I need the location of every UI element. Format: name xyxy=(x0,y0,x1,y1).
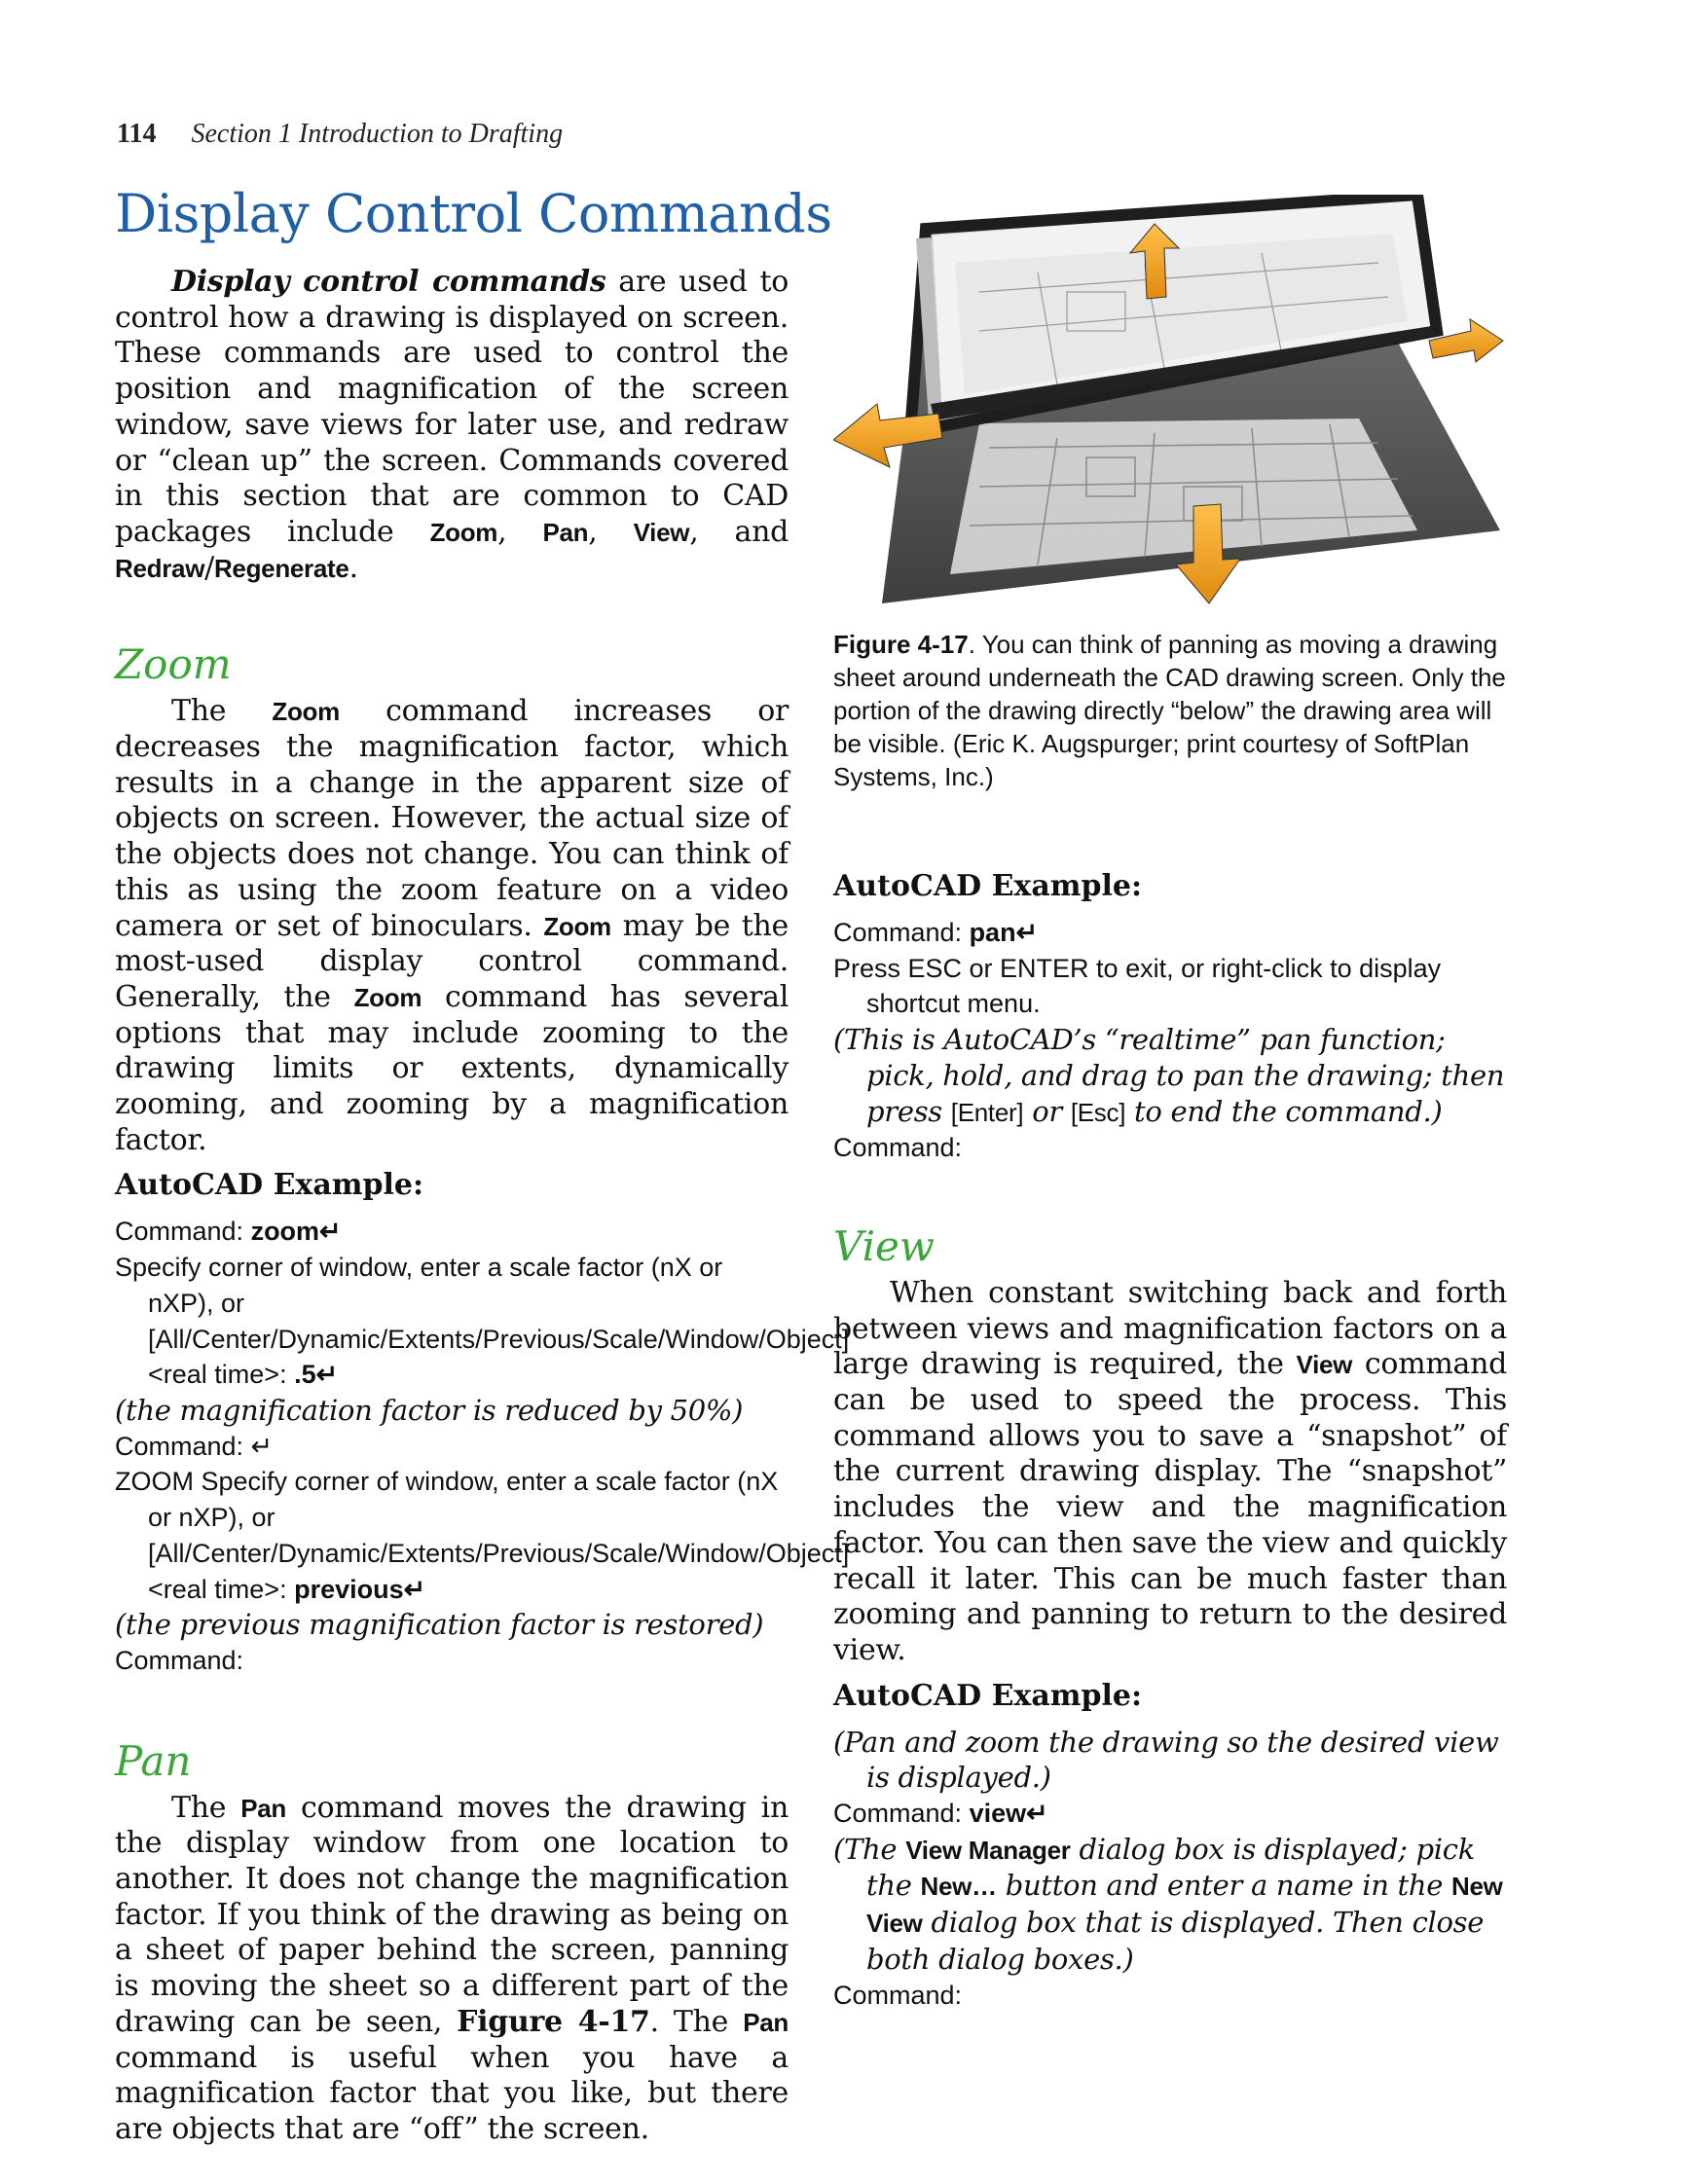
kw-zoom: Zoom xyxy=(353,982,422,1012)
note-text: to end the command.) xyxy=(1125,1094,1443,1128)
command-prompt: Command: xyxy=(833,918,970,947)
kw-new-view: New View xyxy=(866,1872,1503,1939)
view-text: When constant switching back and forth between views and magnification factors on a large drawing is required, the xyxy=(833,1275,1507,1382)
zoom-example xyxy=(115,1214,850,1678)
command-note xyxy=(833,1022,1507,1130)
key-esc: [Esc] xyxy=(1070,1097,1126,1127)
note-text: dialog box is displayed; pick the xyxy=(866,1832,1475,1903)
key-enter: [Enter] xyxy=(950,1097,1024,1127)
zoom-text: may be the most-used display control command. Generally, the xyxy=(115,908,789,1014)
figure-4-17-illustration xyxy=(833,195,1505,613)
view-example xyxy=(833,1725,1507,2014)
pan-text: The xyxy=(171,1790,241,1825)
right-column xyxy=(833,628,1507,2013)
command-note: (the previous magnification factor is restored) xyxy=(115,1608,764,1642)
command-input: .5↵ xyxy=(294,1360,339,1390)
command-line: Command: xyxy=(115,1645,244,1675)
figure-caption xyxy=(833,628,1507,793)
kw-zoom: Zoom xyxy=(272,697,340,727)
kw-pan: Pan xyxy=(743,2007,789,2037)
zoom-text: The xyxy=(171,694,273,729)
pan-paragraph xyxy=(115,1791,789,2148)
command-line: Command: xyxy=(833,1980,963,2010)
kw-pan: Pan xyxy=(542,517,589,547)
view-example-heading: AutoCAD Example: xyxy=(833,1678,1143,1713)
command-prompt: Command: xyxy=(833,1799,970,1829)
command-note: (the magnification factor is reduced by 50%) xyxy=(115,1393,744,1427)
pan-heading: Pan xyxy=(115,1736,192,1785)
page-title: Display Control Commands xyxy=(115,183,832,244)
command-prompt: Specify corner of window, enter a scale factor (nX or nXP), or [All/Center/Dynamic/Extents/Previous/Scale/Window/Object] <real time>: xyxy=(115,1253,850,1390)
command-line: Command: ↵ xyxy=(115,1431,274,1461)
intro-sep: , xyxy=(497,514,543,549)
note-text: (This is AutoCAD’s “realtime” pan function; pick, hold, and drag to pan the drawing; then press xyxy=(833,1023,1505,1128)
pan-text: command is useful when you have a magnification factor that you like, but there are objects that are “off” the screen. xyxy=(115,2040,789,2146)
command-prompt: Command: xyxy=(115,1217,251,1247)
kw-regenerate: Regenerate xyxy=(213,553,349,583)
panning-illustration xyxy=(833,195,1505,613)
command-line xyxy=(833,915,1507,951)
note-text: (The xyxy=(833,1832,906,1866)
view-paragraph xyxy=(833,1276,1507,1669)
command-note xyxy=(833,1832,1507,1978)
note-text: button and enter a name in the xyxy=(996,1869,1452,1903)
command-input: zoom↵ xyxy=(250,1217,342,1247)
intro-paragraph xyxy=(115,265,789,586)
zoom-text: command increases or decreases the magnification factor, which results in a change in the apparent size of objects on screen. However, the actual size of the objects does not change. You can think of this as using the zoom feature on a video camera or set of binoculars. xyxy=(115,694,789,943)
command-input: view↵ xyxy=(969,1799,1048,1829)
note-text: or xyxy=(1023,1094,1071,1128)
intro-sep: , xyxy=(588,514,634,549)
section-title: Section 1 Introduction to Drafting xyxy=(191,119,564,149)
intro-term: Display control commands xyxy=(171,265,606,299)
kw-view-manager: View Manager xyxy=(905,1835,1071,1865)
kw-zoom: Zoom xyxy=(543,911,611,941)
running-header xyxy=(117,119,563,150)
figure-reference: Figure 4-17 xyxy=(457,2004,650,2039)
kw-pan: Pan xyxy=(240,1793,287,1823)
pan-example xyxy=(833,915,1507,1166)
command-line xyxy=(115,1464,850,1607)
view-heading: View xyxy=(833,1221,935,1270)
command-prompt: ZOOM Specify corner of window, enter a scale factor (nX or nXP), or [All/Center/Dynamic/Extents/Previous/Scale/Window/Object] <real time>: xyxy=(115,1467,850,1604)
pan-text: . The xyxy=(649,2004,744,2039)
kw-view: View xyxy=(1296,1350,1353,1380)
intro-end: . xyxy=(349,550,358,585)
intro-text: are used to control how a drawing is displayed on screen. These commands are used to control the position and magnification of the screen window, save views for later use, and redraw or “clean up” the screen. Commands covered in this section that are common to CAD packages include xyxy=(115,265,789,549)
command-input: pan↵ xyxy=(969,918,1039,947)
zoom-heading: Zoom xyxy=(115,640,232,689)
zoom-paragraph xyxy=(115,694,789,1158)
kw-new-button: New… xyxy=(920,1872,997,1902)
pan-text: command moves the drawing in the display window from one location to another. It does not change the magnification factor. If you think of the drawing as being on a sheet of paper behind the screen, panning is moving the sheet so a different part of the drawing can be seen, xyxy=(115,1790,789,2039)
pan-example-heading: AutoCAD Example: xyxy=(833,869,1143,903)
view-text: command can be used to speed the process. This command allows you to save a “snapshot” of the current drawing display. The “snapshot” includes the view and the magnification factor. You can then save the view and quickly recall it later. This can be much faster than zooming and panning to return to the desired view. xyxy=(833,1347,1508,1667)
figure-label: Figure 4-17 xyxy=(833,630,969,659)
command-line: Command: xyxy=(833,1133,963,1163)
command-input: previous↵ xyxy=(294,1574,426,1604)
command-note: (Pan and zoom the drawing so the desired view is displayed.) xyxy=(833,1725,1499,1795)
kw-view: View xyxy=(633,517,690,547)
figure-caption-text: . You can think of panning as moving a drawing sheet around underneath the CAD drawing screen. Only the portion of the drawing directly “below” the drawing area will be visible. (Eric K. Augspurger; print courtesy of SoftPlan Systems, Inc.) xyxy=(833,630,1506,791)
command-line: Press ESC or ENTER to exit, or right-click to display shortcut menu. xyxy=(833,953,1442,1019)
zoom-example-heading: AutoCAD Example: xyxy=(115,1168,424,1203)
command-line xyxy=(115,1214,789,1250)
intro-sep: , and xyxy=(689,514,789,549)
left-column xyxy=(115,265,850,2148)
note-text: dialog box that is displayed. Then close both dialog boxes.) xyxy=(866,1906,1485,1976)
kw-zoom: Zoom xyxy=(429,517,498,547)
command-line xyxy=(115,1250,850,1393)
zoom-text: command has several options that may include zooming to the drawing limits or extents, dynamically zooming, and zooming by a magnification factor. xyxy=(115,979,789,1157)
intro-sep: / xyxy=(204,550,214,585)
kw-redraw: Redraw xyxy=(115,553,205,583)
command-line xyxy=(833,1796,1507,1832)
page-number: 114 xyxy=(117,119,157,149)
